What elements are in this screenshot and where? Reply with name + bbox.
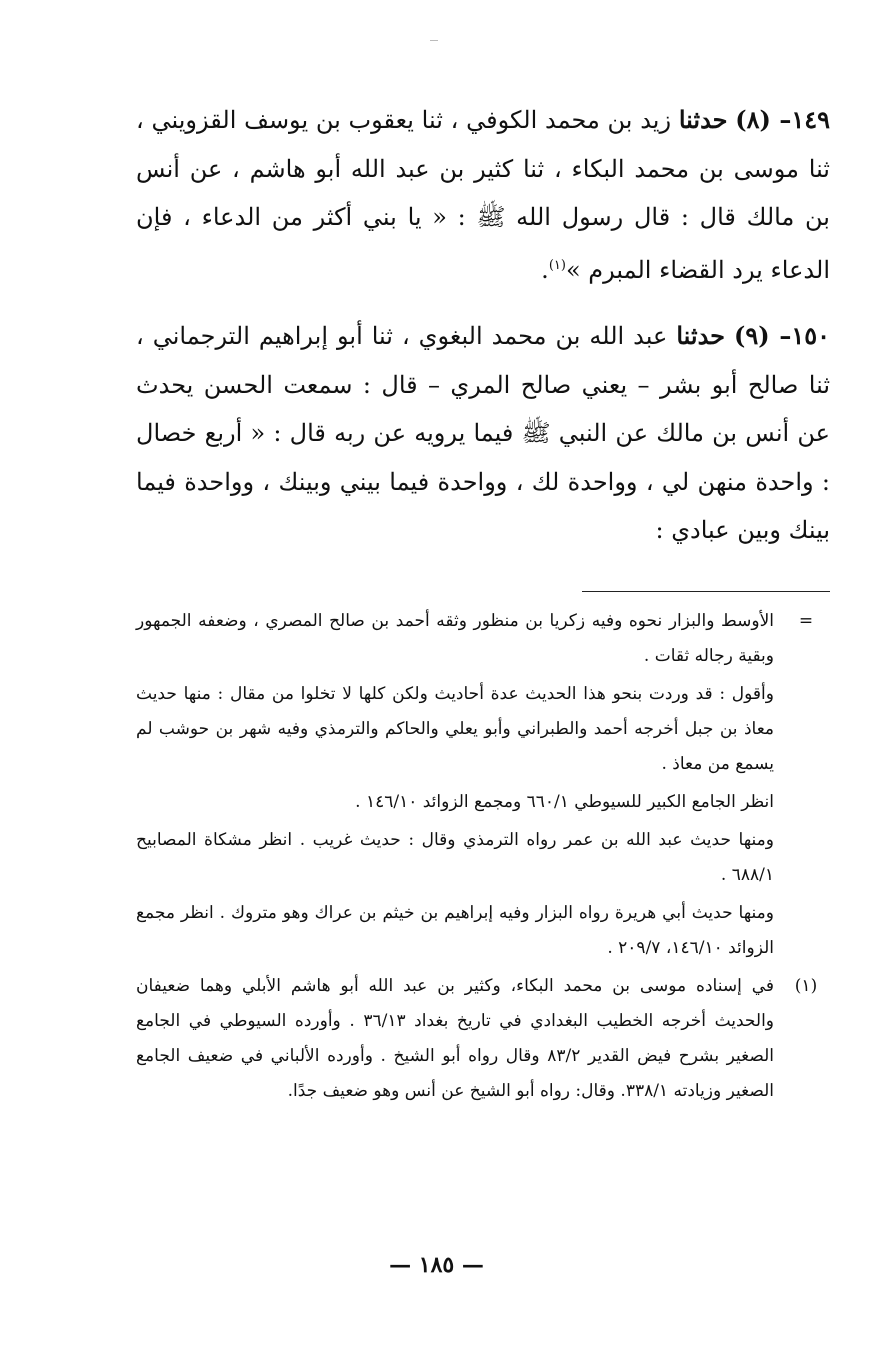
scan-mark: [430, 40, 438, 41]
footnote-paragraph: [136, 785, 830, 820]
footnote-text: انظر الجامع الكبير للسيوطي ٦٦٠/١ ومجمع الزوائد ١٤٦/١٠ .: [355, 792, 774, 812]
haddathana-word: حدثنا: [678, 105, 728, 134]
hadith-text: زيد بن محمد الكوفي ، ثنا يعقوب بن يوسف القزويني ، ثنا موسى بن محمد البكاء ، ثنا كثير بن عبد الله أبو هاشم ، عن أنس بن مالك قال : قال رسول الله ﷺ : « يا بني أكثر من الدعاء ، فإن الدعاء يرد القضاء المبرم »: [136, 106, 830, 284]
hadith-end: .: [541, 255, 549, 284]
footnote-text: ومنها حديث عبد الله بن عمر رواه الترمذي وقال : حديث غريب . انظر مشكاة المصابيح ٦٨٨/١ .: [136, 830, 774, 885]
page-number: — ١٨٥ —: [389, 1252, 484, 1278]
footnote-separator: [582, 591, 830, 592]
hadith-149: ١٤٩– (٨) حدثنا زيد بن محمد الكوفي ، ثنا يعقوب بن يوسف القزويني ، ثنا موسى بن محمد البكاء ، ثنا كثير بن عبد الله أبو هاشم ، عن أنس بن مالك قال : قال رسول الله ﷺ : « يا بني أكثر من الدعاء ، فإن الدعاء يرد القضاء المبرم »$^{(١)}$.: [136, 105, 831, 284]
footnotes: [136, 604, 830, 1112]
footnote-paragraph: [136, 823, 830, 893]
hadith-number: ١٥٠: [791, 321, 830, 350]
haddathana-word: حدثنا: [676, 321, 725, 350]
hadith-subnumber: (٨): [735, 105, 771, 134]
hadith-text: عبد الله بن محمد البغوي ، ثنا أبو إبراهيم الترجماني ، ثنا صالح أبو بشر – يعني صالح المري – قال : سمعت الحسن يحدث عن أنس بن مالك عن النبي ﷺ فيما يرويه عن ربه قال : « أربع خصال : واحدة منهن لي ، وواحدة لك ، وواحدة فيما بيني وبينك ، وواحدة فيما بينك وبين عبادي :: [136, 322, 830, 544]
hadith-150: ١٥٠– (٩) حدثنا عبد الله بن محمد البغوي ، ثنا أبو إبراهيم الترجماني ، ثنا صالح أبو بشر – يعني صالح المري – قال : سمعت الحسن يحدث عن أنس بن مالك عن النبي ﷺ فيما يرويه عن ربه قال : « أربع خصال : واحدة منهن لي ، وواحدة لك ، وواحدة فيما بيني وبينك ، وواحدة فيما بينك وبين عبادي :: [136, 321, 830, 544]
footnote-continuation: [136, 604, 830, 674]
footnote-text: في إسناده موسى بن محمد البكاء، وكثير بن عبد الله أبو هاشم الأبلي وهما ضعيفان والحديث أخرجه الخطيب البغدادي في تاريخ بغداد ٣٦/١٣ . وأورده السيوطي في الجامع الصغير بشرح فيض القدير ٨٣/٢ وقال رواه أبو الشيخ . وأورده الألباني في ضعيف الجامع الصغير وزيادته ٣٣٨/١. وقال: رواه أبو الشيخ عن أنس وهو ضعيف جدًا.: [136, 976, 775, 1101]
hadith-number: ١٤٩: [791, 105, 831, 134]
footnote-text: الأوسط والبزار نحوه وفيه زكريا بن منظور وثقه أحمد بن صالح المصري ، وضعفه الجمهور وبقية رجاله ثقات .: [136, 611, 774, 666]
footnote-text: ومنها حديث أبي هريرة رواه البزار وفيه إبراهيم بن خيثم بن عراك وهو متروك . انظر مجمع الزوائد ١٤٦/١٠، ٢٠٩/٧ .: [136, 903, 774, 958]
footnote-ref: (١): [548, 257, 566, 273]
footnote-paragraph: [136, 677, 830, 782]
main-text: [136, 96, 830, 555]
footnote-1: [136, 969, 830, 1109]
footnote-paragraph: [136, 896, 830, 966]
footnote-mark: =: [798, 611, 814, 631]
hadith-subnumber: (٩): [734, 321, 770, 350]
footnote-mark: (١): [794, 976, 818, 996]
footnote-text: وأقول : قد وردت بنحو هذا الحديث عدة أحاديث ولكن كلها لا تخلوا من مقال : منها حديث معاذ بن جبل أخرجه أحمد والطبراني وأبو يعلي والحاكم والترمذي وفيه شهر بن حوشب لم يسمع من معاذ .: [136, 684, 774, 774]
